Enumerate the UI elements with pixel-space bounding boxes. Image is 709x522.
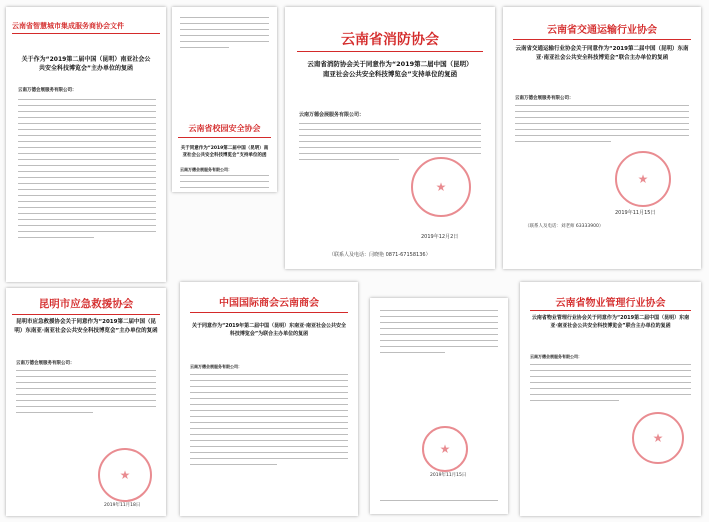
- official-seal: [632, 412, 684, 464]
- document-ccpit-yunnan-chamber: [180, 282, 358, 516]
- doc-date: 2019年11月15日: [615, 210, 656, 216]
- document-property-management-association: [520, 282, 701, 516]
- doc-body-text: [299, 123, 481, 165]
- doc-body-text: [515, 105, 689, 147]
- official-seal: [422, 426, 468, 472]
- document-fire-protection-association: [285, 7, 495, 269]
- doc-title: 云南省消防协会关于同意作为“2019第二届中国（昆明）南亚社会公共安全科技博览会”支持单位的复函: [307, 60, 473, 78]
- official-seal: [615, 151, 671, 207]
- doc-title: 云南省交通运输行业协会关于同意作为“2019第二届中国（昆明）东南亚·南亚社会公共安全科技博览会”联合主办单位的复函: [515, 46, 689, 61]
- doc-body-text: [380, 310, 498, 358]
- document-emergency-rescue-association: [6, 288, 166, 516]
- doc-top-text: [180, 17, 269, 53]
- header-rule: [12, 314, 160, 315]
- doc-org-header: 中国国际商会云南商会: [219, 298, 319, 309]
- header-rule: [530, 310, 691, 311]
- doc-addressee: 云南万德会展服务有限公司：: [299, 112, 365, 118]
- doc-org-header: 云南省消防协会: [341, 32, 439, 48]
- doc-contact: （联系人及电话：刘老师 63333900）: [525, 224, 604, 229]
- doc-addressee: 云南万德会展服务有限公司：: [530, 354, 582, 359]
- doc-title: 昆明市应急救援协会关于同意作为“2019第二届中国（昆明）东南亚·南亚社会公共安全科技博览会”主办单位的复函: [14, 319, 158, 334]
- header-rule: [190, 312, 348, 313]
- doc-title: 关于作为“2019第二届中国（昆明）南亚社会公共安全科技博览会”主办单位的复函: [21, 56, 151, 72]
- doc-addressee: 云南万德会展服务有限公司：: [18, 88, 77, 93]
- doc-addressee: 云南万德会展服务有限公司：: [515, 96, 574, 101]
- doc-body-text: [18, 99, 156, 243]
- official-seal: [411, 157, 471, 217]
- doc-contact: （联系人及电话：闫晓艳 0871-67158136）: [329, 252, 431, 258]
- document-transport-association: [503, 7, 701, 269]
- doc-body-text: [16, 370, 156, 418]
- doc-title: 关于同意作为“2019第二届中国（昆明）南亚社会公共安全科技博览会”支持单位的函: [180, 146, 269, 158]
- doc-title: 云南省物业管理行业协会关于同意作为“2019第二届中国（昆明）东南亚·南亚社会公共安全科技博览会”联合主办单位的复函: [531, 315, 690, 329]
- doc-body-text: [180, 175, 269, 192]
- official-seal: [98, 448, 152, 502]
- doc-date: 2019年12月2日: [421, 234, 459, 240]
- document-untitled-letter: [370, 298, 508, 514]
- document-smart-city-association: [6, 7, 166, 282]
- header-rule: [297, 51, 483, 52]
- doc-addressee: 云南万德会展服务有限公司：: [16, 361, 75, 366]
- doc-title: 关于同意作为“2019年第二届中国（昆明）东南亚·南亚社会公共安全科技博览会”为联合主办单位的复函: [191, 323, 347, 337]
- doc-addressee: 云南万德会展服务有限公司：: [190, 364, 242, 369]
- header-rule: [513, 39, 691, 40]
- doc-org-header: 云南省校园安全协会: [188, 124, 261, 133]
- doc-footer-line: [380, 500, 498, 506]
- doc-org-header: 云南省物业管理行业协会: [555, 298, 666, 309]
- doc-body-text: [190, 374, 348, 470]
- doc-date: 2019年11月18日: [104, 503, 141, 508]
- header-rule: [178, 137, 271, 138]
- document-campus-safety-association: [172, 7, 277, 192]
- doc-org-header: 昆明市应急救援协会: [38, 298, 134, 310]
- header-rule: [12, 33, 160, 34]
- doc-org-header: 云南省智慧城市集成服务商协会文件: [12, 22, 124, 30]
- doc-org-header: 云南省交通运输行业协会: [547, 25, 657, 36]
- doc-date: 2019年11月15日: [430, 473, 467, 478]
- doc-addressee: 云南万德会展服务有限公司：: [180, 167, 232, 172]
- doc-body-text: [530, 364, 691, 406]
